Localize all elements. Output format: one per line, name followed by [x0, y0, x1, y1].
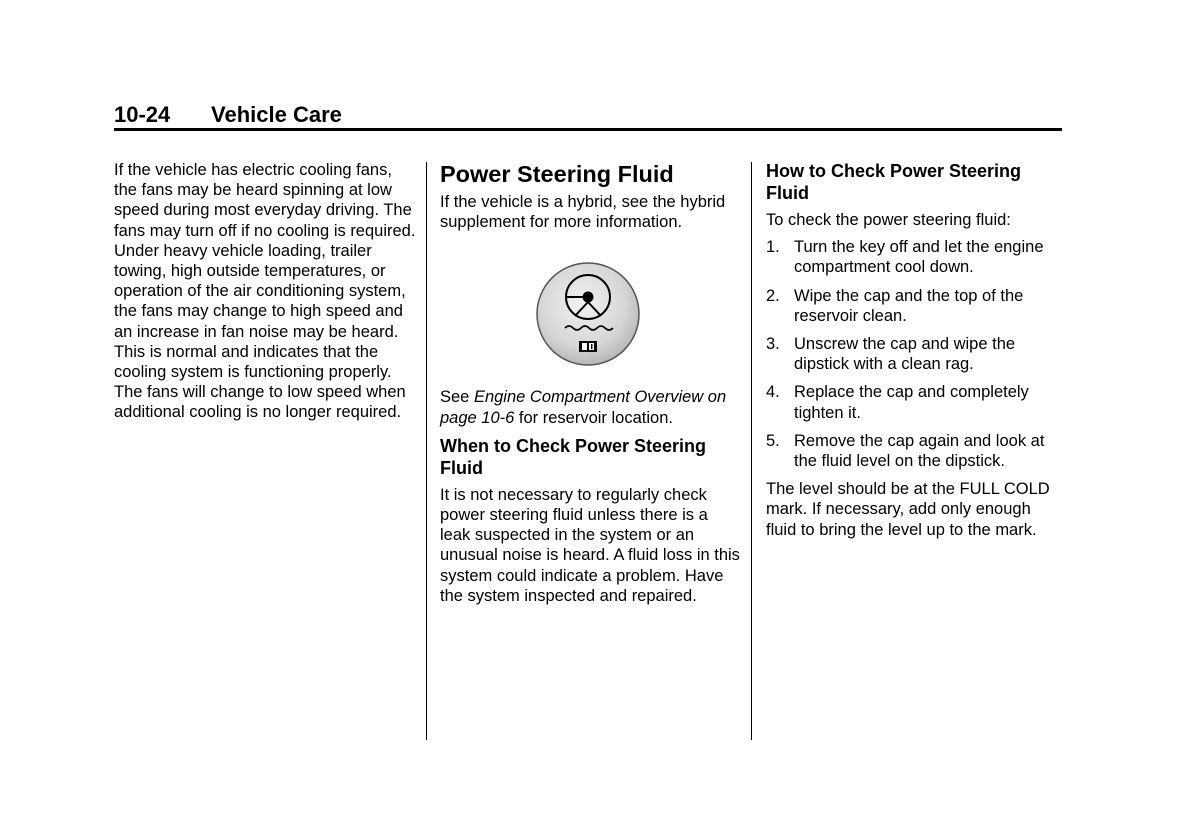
header-rule [114, 128, 1062, 131]
step-text: Remove the cap again and look at the fluid level on the dipstick. [794, 431, 1045, 471]
power-steering-fluid-cap-icon [535, 261, 641, 367]
step-number: 5. [766, 431, 780, 450]
see-suffix: for reservoir location. [514, 408, 673, 427]
column-2 [440, 160, 740, 613]
step-text: Replace the cap and completely tighten it. [794, 383, 1029, 422]
step-number: 2. [766, 286, 780, 305]
column-1 [114, 160, 416, 430]
column-3 [766, 160, 1062, 547]
step-text: Unscrew the cap and wipe the dipstick with a clean rag. [794, 335, 1016, 374]
when-to-check-paragraph: It is not necessary to regularly check power steering fluid unless there is a leak suspected in the system or an unusual noise is heard. A fluid loss in this system could indicate a problem. Have the system inspected and repaired. [440, 485, 740, 605]
steps-list [766, 237, 1062, 471]
step-number: 3. [766, 335, 780, 354]
list-item [766, 334, 1062, 374]
page-header [114, 100, 1062, 130]
see-prefix: See [440, 388, 474, 407]
when-to-check-heading: When to Check Power Steering Fluid [440, 435, 707, 478]
reservoir-cap-figure [440, 239, 740, 381]
step-text: Turn the key off and let the engine compartment cool down. [794, 238, 1044, 277]
list-item [766, 286, 1062, 326]
list-item [766, 382, 1062, 422]
how-to-check-heading: How to Check Power Steering Fluid [766, 161, 1022, 203]
column-divider-2 [751, 162, 752, 740]
list-item [766, 237, 1062, 277]
chapter-title: Vehicle Care [211, 102, 342, 127]
cross-reference-link[interactable]: Engine Compartment Overview on page 10-6 [440, 388, 727, 427]
fluid-level-paragraph: The level should be at the FULL COLD mark. If necessary, add only enough fluid to bring the level up to the mark. [766, 480, 1050, 539]
column-divider-1 [426, 162, 427, 740]
section-heading: Power Steering Fluid [440, 161, 674, 187]
step-number: 1. [766, 238, 780, 257]
reservoir-location-reference [440, 387, 740, 427]
step-number: 4. [766, 383, 780, 402]
step-text: Wipe the cap and the top of the reservoir clean. [794, 286, 1024, 325]
list-item [766, 431, 1062, 471]
cooling-fans-paragraph: If the vehicle has electric cooling fans, the fans may be heard spinning at low speed during most everyday driving. The fans may turn off if no cooling is required. Under heavy vehicle loading, trailer towing, high outside temperatures, or operation of the air conditioning system, the fans may change to high speed and an increase in fan noise may be heard. This is normal and indicates that the cooling system is functioning properly. The fans will change to low speed when additional cooling is no longer required. [114, 161, 416, 422]
page-number: 10-24 [114, 102, 171, 127]
hybrid-note: If the vehicle is a hybrid, see the hybrid supplement for more information. [440, 193, 726, 232]
how-to-check-intro: To check the power steering fluid: [766, 211, 1011, 229]
